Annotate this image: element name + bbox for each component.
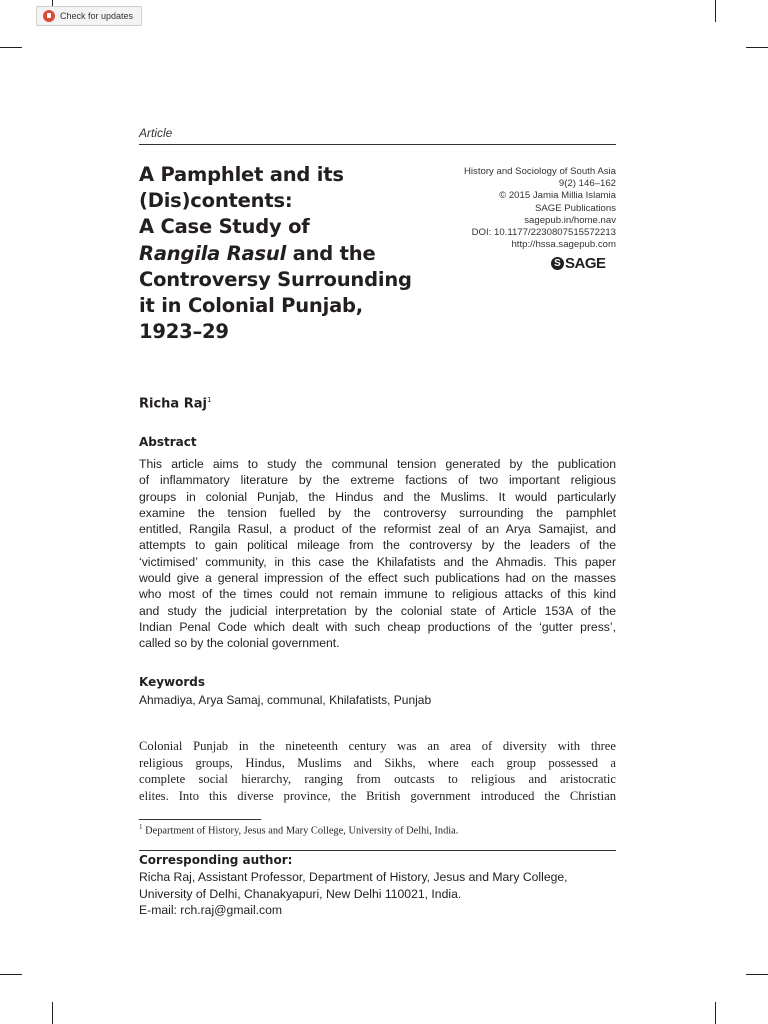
abstract-line: called so by the colonial government. (139, 636, 340, 651)
article-type-label: Article (139, 126, 173, 140)
corresponding-author-heading: Corresponding author: (139, 853, 293, 867)
affiliation-mark: 1 (206, 396, 212, 404)
title-line: 1923–29 (139, 320, 229, 344)
abstract-line: groups in colonial Punjab, the Hindus and the Muslims. It would particularly (139, 489, 616, 504)
abstract-line: who most of the times could not remain immune to religious attacks of this kind (139, 587, 616, 602)
title-line: A Pamphlet and its (139, 163, 344, 186)
corresponding-line: Richa Raj, Assistant Professor, Department of History, Jesus and Mary College, (139, 870, 568, 884)
update-check-icon (43, 10, 55, 22)
title-line: A Case Study of (139, 215, 310, 239)
keywords-list: Ahmadiya, Arya Samaj, communal, Khilafatists, Punjab (139, 693, 432, 707)
body-paragraph (139, 738, 616, 804)
abstract-line: and study the judicial interpretation by the colonial state of Article 153A of the (139, 603, 616, 618)
title-line: Controversy Surrounding (139, 267, 412, 291)
journal-copyright: © 2015 Jamia Millia Islamia (499, 190, 616, 202)
abstract-line: examine the tension fuelled by the controversy surrounding the pamphlet (139, 505, 616, 520)
author-name (139, 396, 211, 411)
sage-logo-mark: S (551, 257, 564, 270)
corresponding-email[interactable]: E-mail: rch.raj@gmail.com (139, 903, 283, 917)
crop-mark (52, 1002, 53, 1024)
body-line: Colonial Punjab in the nineteenth century was an area of diversity with three (139, 739, 616, 753)
abstract-text (139, 456, 616, 652)
abstract-line: This article aims to study the communal tension generated by the publication (139, 457, 616, 471)
permissions-link[interactable]: sagepub.in/home.nav (524, 214, 616, 226)
author-name-text: Richa Raj (139, 396, 207, 412)
crop-mark (715, 1002, 716, 1024)
sage-logo (551, 255, 606, 272)
title-italic: Rangila Rasul (139, 241, 287, 265)
journal-url-link[interactable]: http://hssa.sagepub.com (511, 239, 616, 251)
abstract-line: entitled, Rangila Rasul, a product of the reformist zeal of an Arya Samajist, and (139, 522, 616, 537)
body-line: religious groups, Hindus, Muslims and Sikhs, where each group possessed a (139, 755, 616, 770)
corresponding-line: University of Delhi, Chanakyapuri, New Delhi 110021, India. (139, 886, 462, 901)
abstract-line: Indian Penal Code which dealt with such cheap productions of the ‘gutter press’, (139, 619, 616, 634)
doi-link[interactable]: DOI: 10.1177/2230807515572213 (471, 227, 616, 239)
footnote-rule (139, 819, 261, 820)
sage-logo-text: SAGE (565, 255, 606, 272)
footnote-text: Department of History, Jesus and Mary College, University of Delhi, India. (142, 825, 459, 837)
title-line (139, 241, 439, 267)
title-rest: and the (286, 241, 376, 265)
abstract-line: of inflammatory literature by the extreme factions of two important religious (139, 473, 616, 488)
keywords-heading: Keywords (139, 675, 206, 689)
footnote (139, 823, 458, 836)
footnote-mark: 1 (139, 823, 143, 831)
crop-mark (746, 47, 768, 48)
abstract-heading: Abstract (139, 435, 197, 449)
journal-publisher: SAGE Publications (534, 202, 616, 214)
header-rule (139, 144, 616, 145)
abstract-line: would give a general impression of the effect such publications had on the masses (139, 571, 616, 586)
check-for-updates-button[interactable] (36, 6, 142, 26)
corresponding-author-details (139, 869, 568, 919)
title-line: it in Colonial Punjab, (139, 294, 364, 318)
crop-mark (0, 47, 22, 48)
crop-mark (0, 974, 22, 975)
title-line: (Dis)contents: (139, 189, 293, 213)
check-for-updates-label: Check for updates (60, 11, 134, 21)
crop-mark (746, 974, 768, 975)
corresponding-rule (139, 850, 616, 851)
journal-issue: 9(2) 146–162 (558, 178, 616, 190)
abstract-line: attempts to gain political mileage from the controversy by the leaders of the (139, 538, 616, 553)
crop-mark (715, 0, 716, 22)
body-line: complete social hierarchy, ranging from outcasts to religious and aristocratic (139, 772, 616, 787)
body-line: elites. Into this diverse province, the British government introduced the Christian (139, 788, 616, 803)
journal-metadata (464, 166, 616, 251)
article-title (139, 162, 439, 345)
journal-name: History and Sociology of South Asia (464, 166, 616, 177)
abstract-line: ‘victimised’ community, in this case the Khilafatists and the Ahmadis. This paper (139, 554, 616, 569)
